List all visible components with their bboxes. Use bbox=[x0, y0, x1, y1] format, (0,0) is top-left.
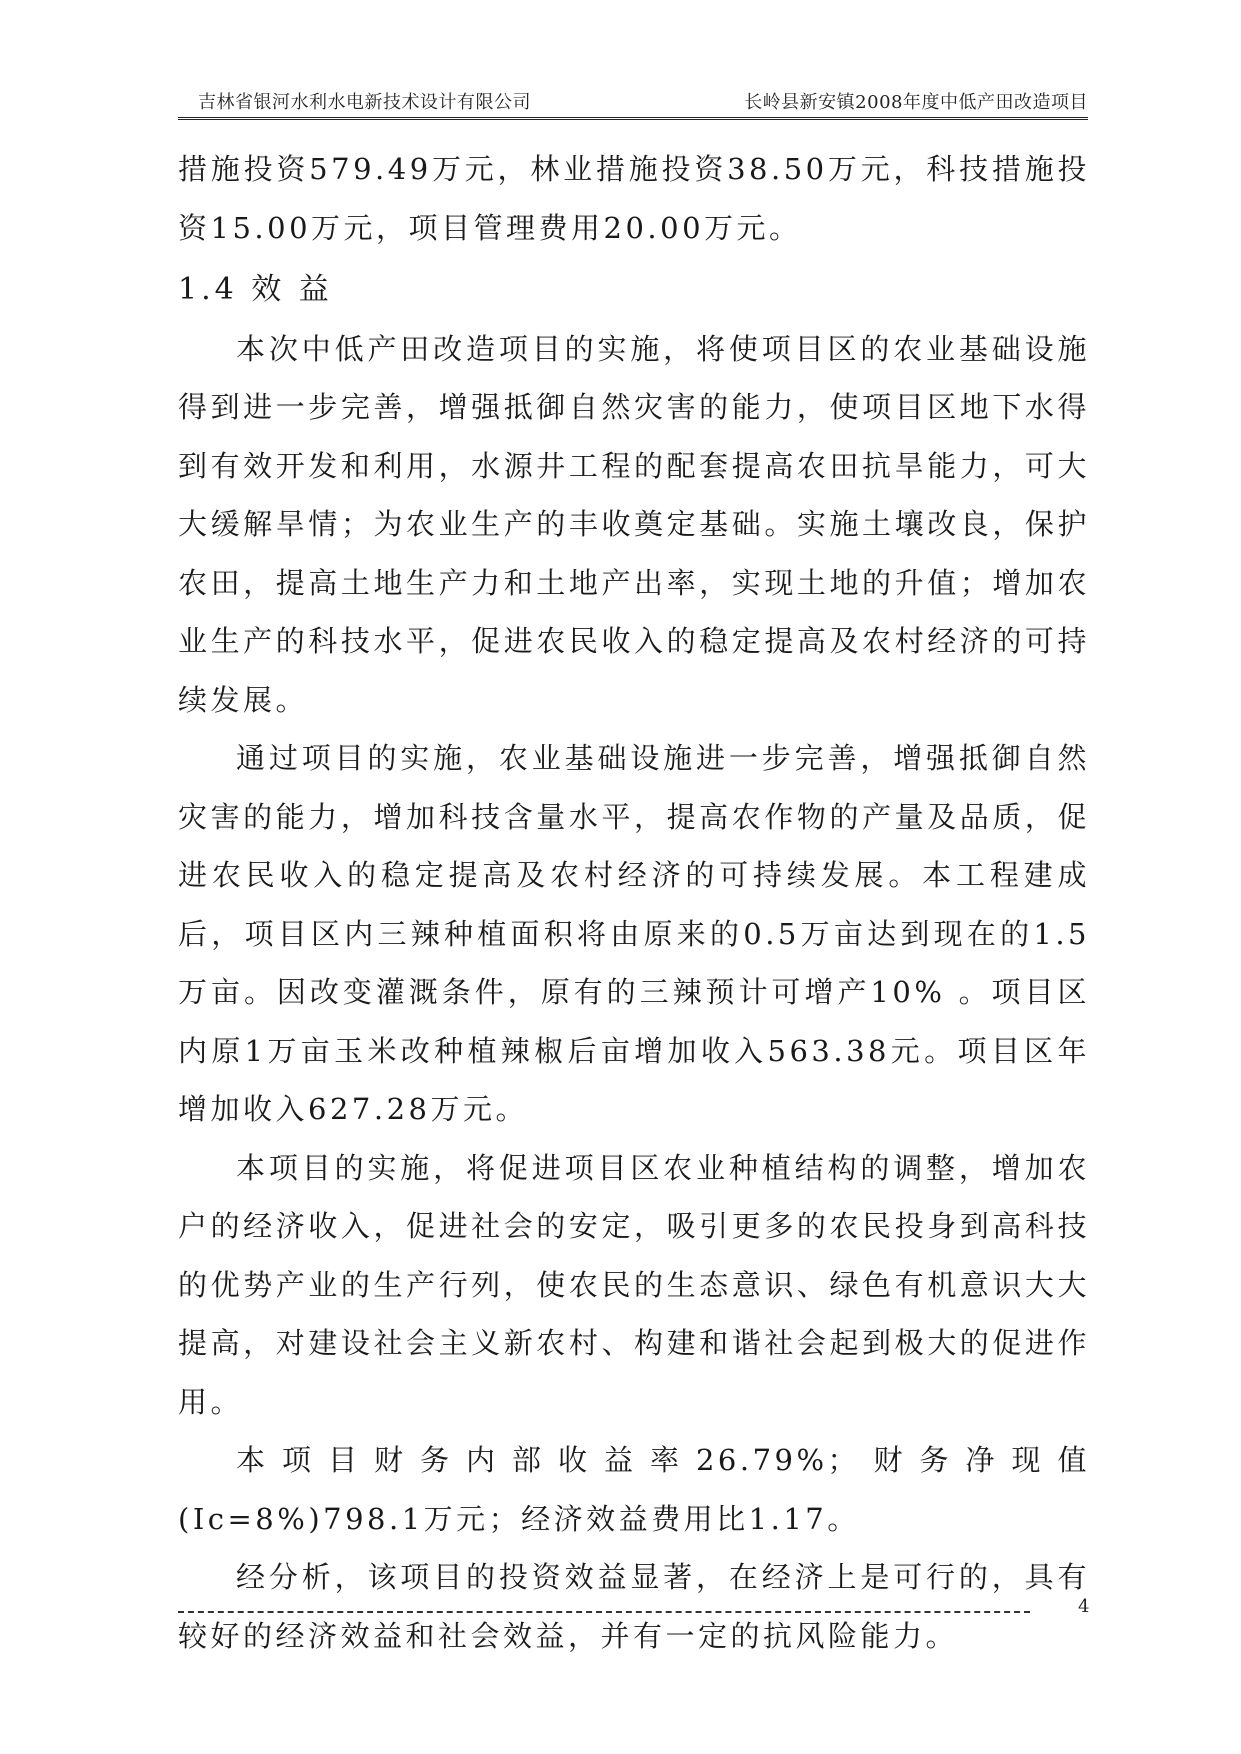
paragraph-4: 本项目财务内部收益率26.79%；财务净现值(Ic=8%)798.1万元；经济效益费用比1.17。 bbox=[178, 1443, 1090, 1536]
continuation-paragraph: 措施投资579.49万元，林业措施投资38.50万元，科技措施投资15.00万元，项目管理费用20.00万元。 bbox=[178, 152, 1090, 245]
page-number: 4 bbox=[1078, 1596, 1090, 1617]
header-company-name: 吉林省银河水利水电新技术设计有限公司 bbox=[198, 92, 531, 113]
footer-rule bbox=[178, 1611, 1030, 1613]
section-heading: 1.4 效 益 bbox=[178, 272, 333, 307]
header-project-title: 长岭县新安镇2008年度中低产田改造项目 bbox=[744, 92, 1088, 113]
paragraph-1: 本次中低产田改造项目的实施，将使项目区的农业基础设施得到进一步完善，增强抵御自然灾害的能力，使项目区地下水得到有效开发和利用，水源井工程的配套提高农田抗旱能力，可大大缓解旱情；为农业生产的丰收奠定基础。实施土壤改良，保护农田，提高土地生产力和土地产出率，实现土地的升值；增加农业生产的科技水平，促进农民收入的稳定提高及农村经济的可持续发展。 bbox=[178, 331, 1090, 717]
paragraph-3: 本项目的实施，将促进项目区农业种植结构的调整，增加农户的经济收入，促进社会的安定，吸引更多的农民投身到高科技的优势产业的生产行列，使农民的生态意识、绿色有机意识大大提高，对建设社会主义新农村、构建和谐社会起到极大的促进作用。 bbox=[178, 1150, 1090, 1419]
page-body bbox=[178, 140, 1090, 1665]
paragraph-2: 通过项目的实施，农业基础设施进一步完善，增强抵御自然灾害的能力，增加科技含量水平，提高农作物的产量及品质，促进农民收入的稳定提高及农村经济的可持续发展。本工程建成后，项目区内三辣种植面积将由原来的0.5万亩达到现在的1.5万亩。因改变灌溉条件，原有的三辣预计可增产10% 。项目区内原1万亩玉米改种植辣椒后亩增加收入563.38元。项目区年增加收入627.28万元。 bbox=[178, 741, 1090, 1126]
header-rule bbox=[178, 117, 1088, 120]
page-header bbox=[178, 82, 1088, 120]
paragraph-5: 经分析，该项目的投资效益显著，在经济上是可行的，具有较好的经济效益和社会效益，并有一定的抗风险能力。 bbox=[178, 1560, 1090, 1653]
